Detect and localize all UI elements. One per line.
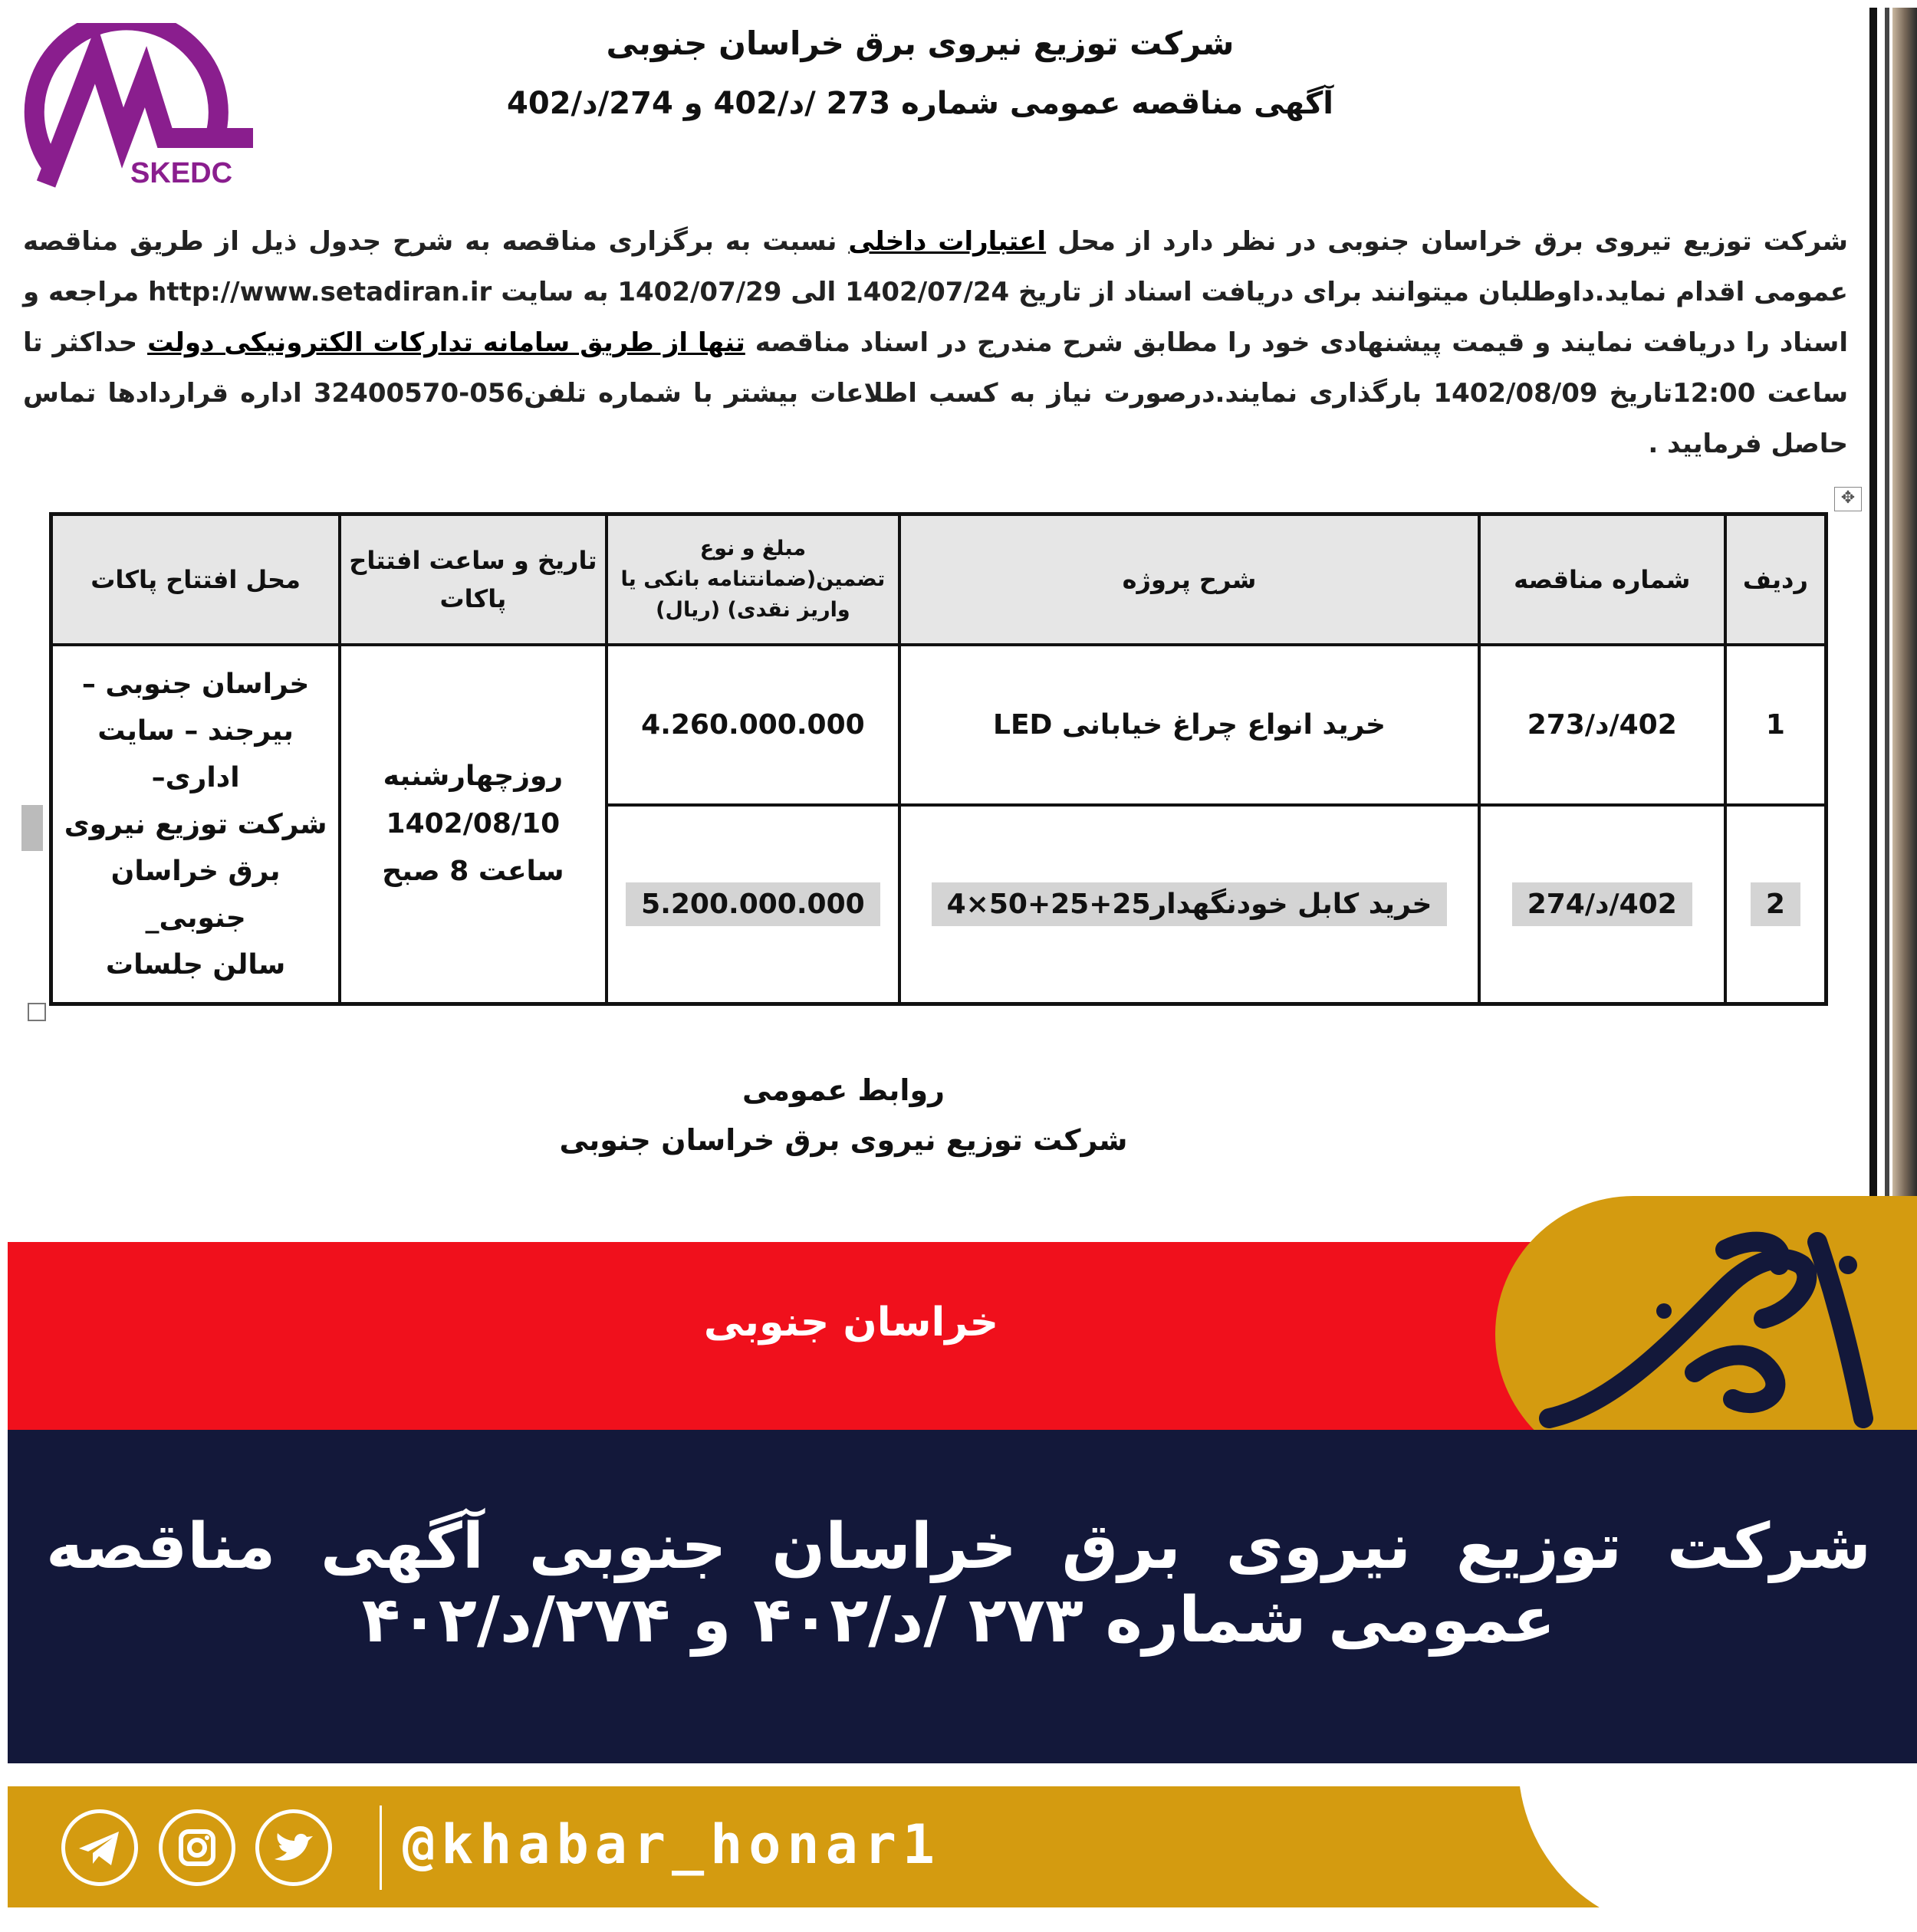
skedc-logo-text: SKEDC [130,157,233,189]
notice-body [23,216,1848,469]
cell-tender-no-text: 402/د/274 [1512,882,1692,926]
social-divider [380,1806,382,1890]
opening-date: 1402/08/10 [386,808,561,840]
region-label: خراسان جنوبی [703,1300,999,1346]
tender-table [49,512,1828,1006]
cell-opening-date [340,645,606,1004]
header-description: شرح پروژه [899,514,1478,646]
cell-description: خرید انواع چراغ خیابانی LED [899,645,1478,805]
cell-description-text: خرید کابل خودنگهدار25+25+50×4 [932,882,1448,926]
cell-guarantee: 4.260.000.000 [607,645,900,805]
cell-row-no-text: 2 [1751,882,1800,926]
instagram-icon[interactable] [159,1809,235,1886]
header-guarantee: مبلغ و نوع تضمین(ضمانتنامه بانکی یا واریز نقدی) (ریال) [607,514,900,646]
cell-guarantee [607,805,900,1004]
cell-guarantee-text: 5.200.000.000 [626,882,880,926]
opening-day: روزچهارشنبه [383,761,564,792]
place-line: اداری– [151,761,240,794]
body-text: شرکت توزیع تیروی برق خراسان جنوبی در نظر دارد از محل [1046,226,1848,257]
cell-opening-place [51,645,340,1004]
twitter-icon[interactable] [255,1809,332,1886]
header-row-no: ردیف [1725,514,1827,646]
scan-edge-inner [1885,8,1889,1211]
place-line: برق خراسان [110,855,281,887]
cell-row-no: 1 [1725,645,1827,805]
social-handle[interactable]: @khabar_honar1 [403,1813,942,1876]
scan-edge-photo [1892,8,1917,1211]
table-move-handle-icon[interactable]: ✥ [1834,487,1862,511]
scan-edge [1869,8,1877,1211]
notice-title: آگهی مناقصه عمومی شماره 273 /د/402 و 274/د/402 [507,86,1333,121]
telegram-icon[interactable] [61,1809,138,1886]
footer-company: شرکت توزیع نیروی برق خراسان جنوبی [559,1123,1128,1157]
table-row [51,645,1827,805]
headline: شرکت توزیع نیروی برق خراسان جنوبی آگهی مناقصه عمومی شماره ۲۷۳ /د/۴۰۲ و ۲۷۴/د/۴۰۲ [46,1510,1871,1657]
scan-artifact [21,805,43,851]
cell-description [899,805,1478,1004]
place-line: جنوبی_ [145,902,246,934]
body-emphasis-system: تنها از طریق سامانه تدارکات الکترونیکی دولت [147,327,745,358]
place-line: خراسان جنوبی – [81,668,310,700]
table-resize-handle-icon[interactable] [28,1003,46,1021]
place-line: سالن جلسات [105,948,286,981]
cell-tender-no [1479,805,1725,1004]
table-header-row [51,514,1827,646]
khabar-honar-logo [1526,1219,1894,1449]
body-text: حداکثر تا ساعت 12:00تاریخ 1402/08/09 بارگذاری نمایند.درصورت نیاز به کسب اطلاعات بیشتر با شماره تلفن056-32400570 اداره قراردادها تماس حاصل فرمایید . [23,327,1849,459]
header-opening-place: محل افتتاح پاکات [51,514,340,646]
place-line: بیرجند – سایت [97,715,294,747]
cell-row-no [1725,805,1827,1004]
opening-time: ساعت 8 صبح [382,856,564,887]
place-line: شرکت توزیع نیروی [64,808,327,840]
body-text: نسبت به برگزاری مناقصه به شرح جدول ذیل از طریق مناقصه عمومی اقدام نماید.داوطلبان میتوانند برای دریافت اسناد از تاریخ 1402/07/24 الی 1402/07/29 به سایت http://www.setadiran.ir مراجعه و اسناد را دریافت نمایند و قیمت پیشنهادی خود را مطابق شرح مندرج در اسناد مناقصه [23,226,1849,358]
company-title: شرکت توزیع نیروی برق خراسان جنوبی [606,25,1235,62]
footer-department: روابط عمومی [742,1073,945,1107]
header-opening-date: تاریخ و ساعت افتتاح پاکات [340,514,606,646]
cell-tender-no: 402/د/273 [1479,645,1725,805]
body-emphasis-funding: اعتبارات داخلی [848,226,1047,257]
header-tender-no: شماره مناقصه [1479,514,1725,646]
